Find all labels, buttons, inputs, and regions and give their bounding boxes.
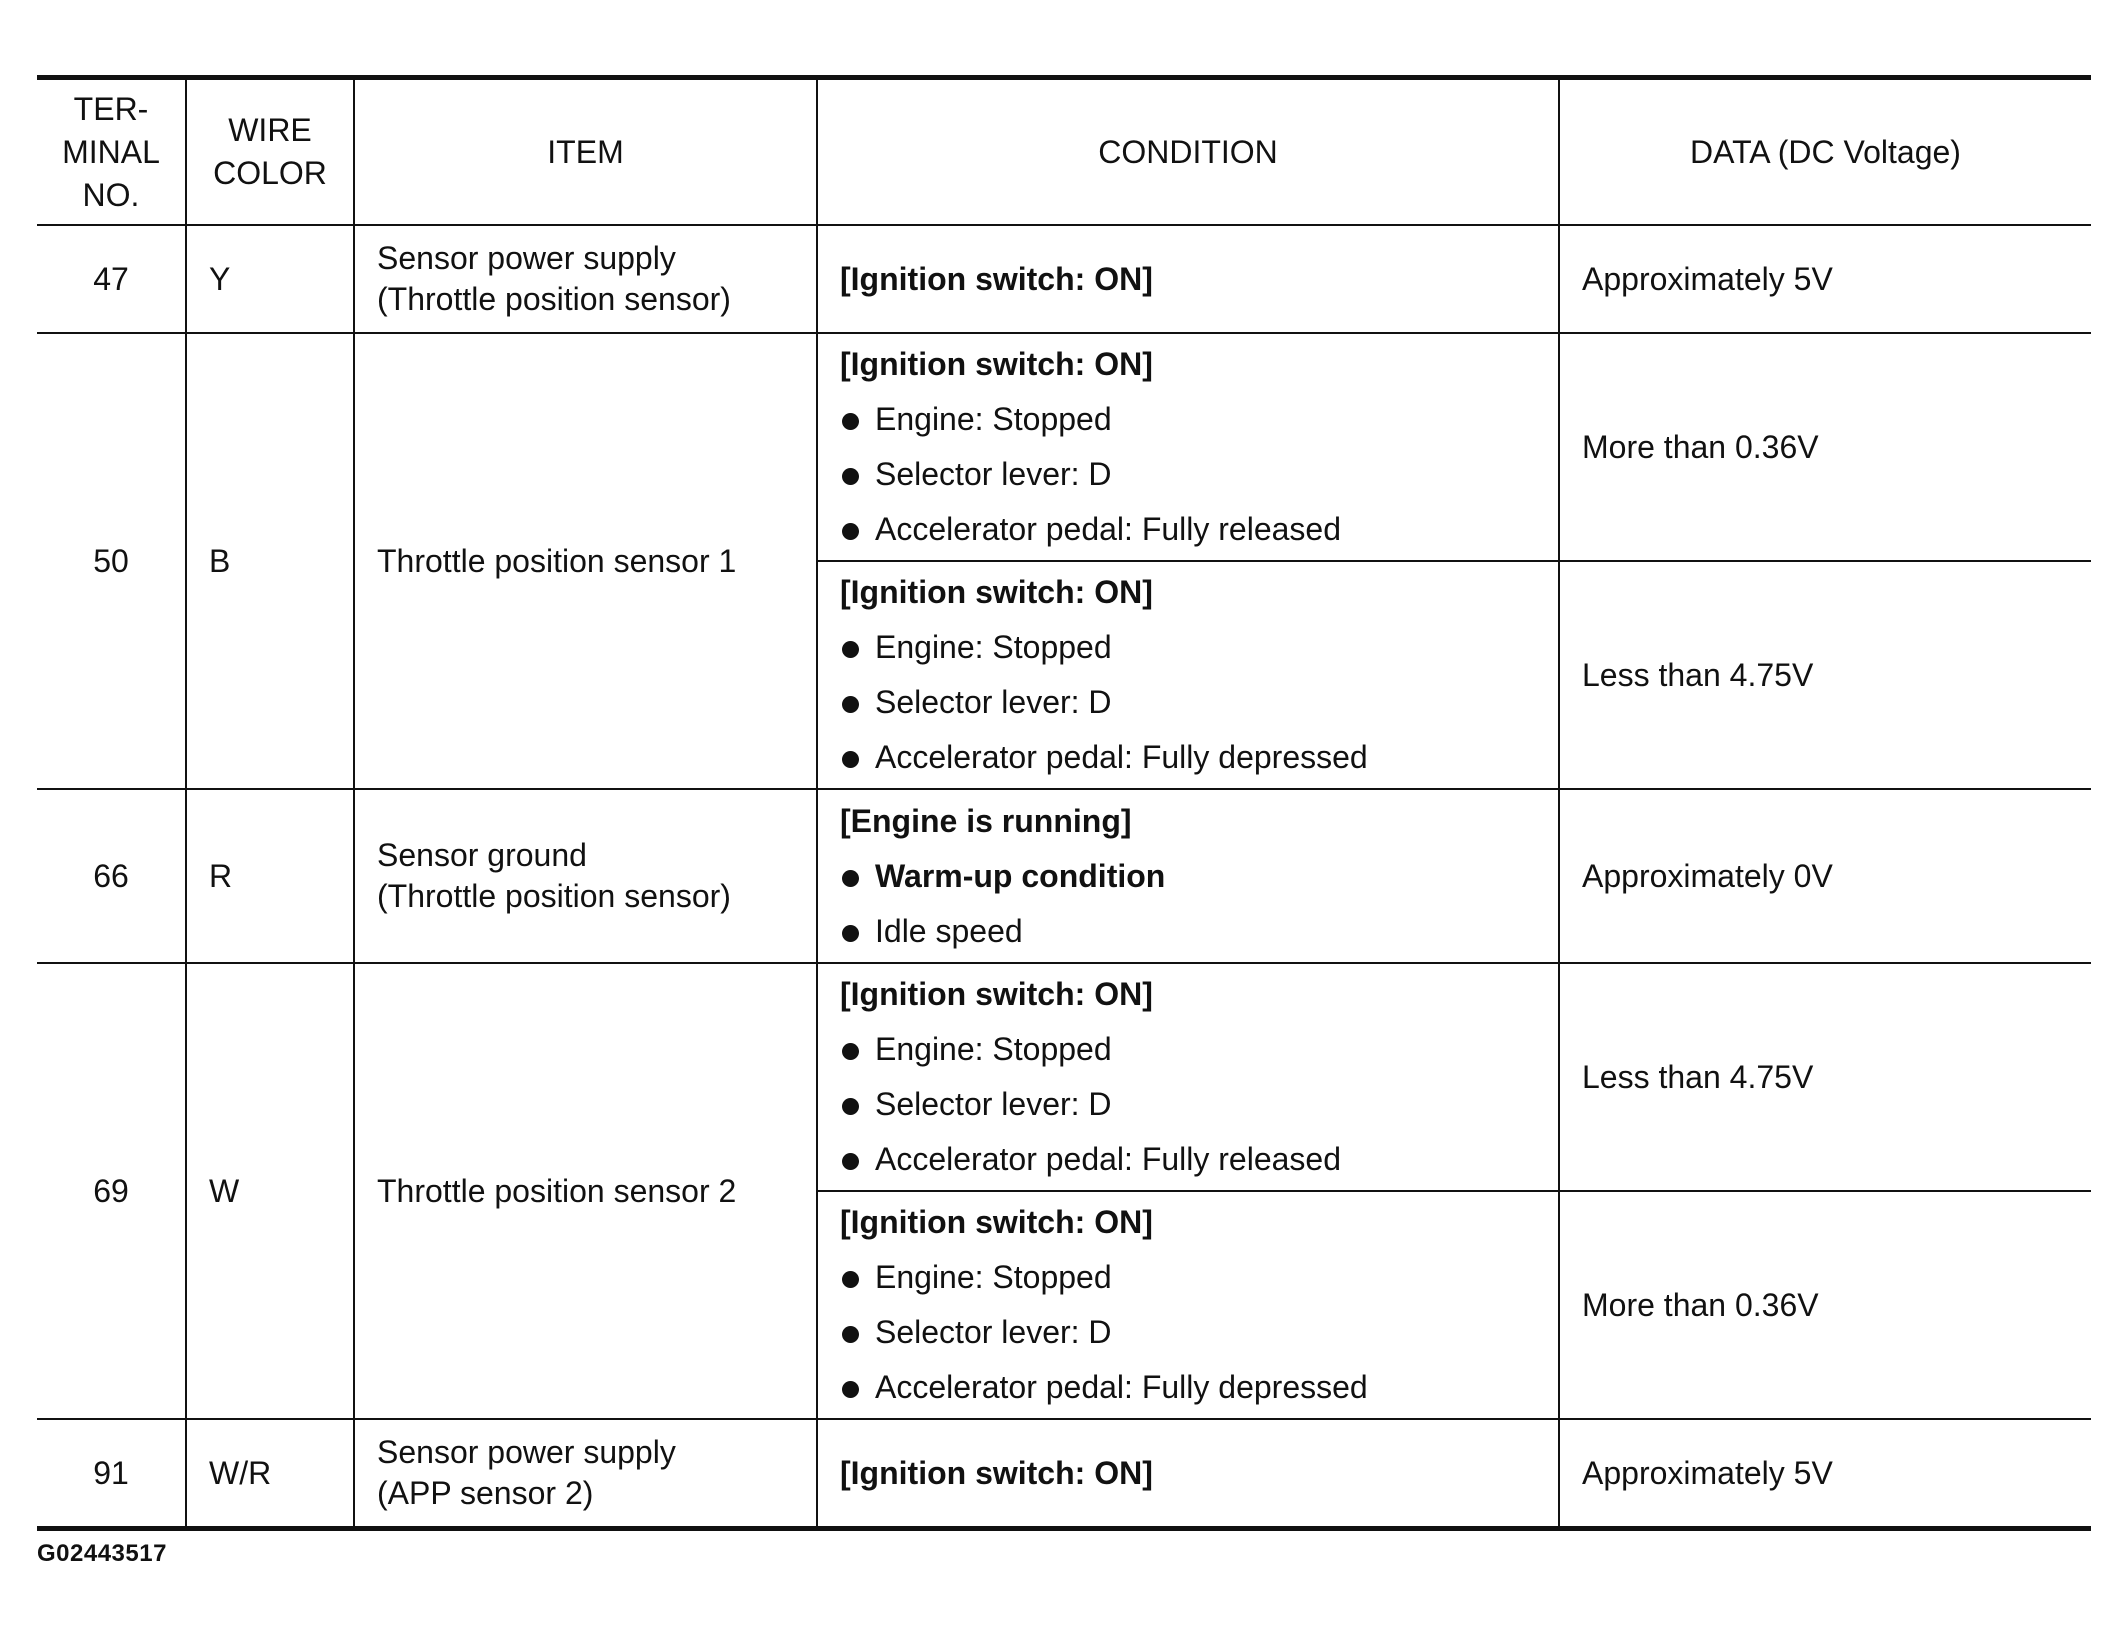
header-item: ITEM xyxy=(354,78,817,226)
condition-cell xyxy=(817,789,1559,963)
table-row xyxy=(37,789,2091,963)
terminal-no: 91 xyxy=(37,1419,186,1529)
condition-header: [Ignition switch: ON] xyxy=(840,346,1153,382)
table-row xyxy=(37,225,2091,333)
condition-bullet: Selector lever: D xyxy=(840,1312,1536,1353)
condition-cell xyxy=(817,963,1559,1191)
wire-color: W xyxy=(186,963,354,1419)
data-value: More than 0.36V xyxy=(1559,333,2091,561)
condition-bullet: Engine: Stopped xyxy=(840,1029,1536,1070)
wire-color: B xyxy=(186,333,354,789)
condition-bullet: Selector lever: D xyxy=(840,682,1536,723)
header-wire-label: WIRE COLOR xyxy=(213,112,327,191)
data-value: Approximately 5V xyxy=(1559,1419,2091,1529)
terminal-data-table xyxy=(37,75,2091,1531)
item-name: Sensor ground (Throttle position sensor) xyxy=(354,789,817,963)
terminal-no: 69 xyxy=(37,963,186,1419)
wire-color: Y xyxy=(186,225,354,333)
table-row xyxy=(37,333,2091,561)
item-name: Sensor power supply (Throttle position sensor) xyxy=(354,225,817,333)
data-value: Less than 4.75V xyxy=(1559,963,2091,1191)
terminal-data-document xyxy=(37,75,2091,1531)
figure-code: G02443517 xyxy=(37,1540,167,1567)
condition-bullet: Selector lever: D xyxy=(840,1084,1536,1125)
condition-bullet: Accelerator pedal: Fully released xyxy=(840,1139,1536,1180)
condition-cell xyxy=(817,561,1559,789)
condition-header: [Ignition switch: ON] xyxy=(840,1454,1153,1491)
condition-bullet: Warm-up condition xyxy=(840,856,1536,897)
header-terminal-label: TER- MINAL NO. xyxy=(62,90,160,213)
condition-bullet: Idle speed xyxy=(840,911,1536,952)
condition-bullet: Engine: Stopped xyxy=(840,627,1536,668)
data-value: More than 0.36V xyxy=(1559,1191,2091,1419)
header-data: DATA (DC Voltage) xyxy=(1559,78,2091,226)
condition-header: [Ignition switch: ON] xyxy=(840,976,1153,1012)
condition-bullet: Selector lever: D xyxy=(840,454,1536,495)
data-value: Approximately 5V xyxy=(1559,225,2091,333)
item-name: Sensor power supply (APP sensor 2) xyxy=(354,1419,817,1529)
wire-color: W/R xyxy=(186,1419,354,1529)
table-row xyxy=(37,1419,2091,1529)
condition-cell xyxy=(817,333,1559,561)
condition-cell xyxy=(817,225,1559,333)
condition-bullet: Accelerator pedal: Fully depressed xyxy=(840,1367,1536,1408)
condition-cell xyxy=(817,1191,1559,1419)
terminal-no: 50 xyxy=(37,333,186,789)
condition-header: [Ignition switch: ON] xyxy=(840,1204,1153,1240)
data-value: Approximately 0V xyxy=(1559,789,2091,963)
condition-cell xyxy=(817,1419,1559,1529)
condition-header: [Ignition switch: ON] xyxy=(840,574,1153,610)
condition-bullet: Engine: Stopped xyxy=(840,1257,1536,1298)
item-name: Throttle position sensor 2 xyxy=(354,963,817,1419)
data-value: Less than 4.75V xyxy=(1559,561,2091,789)
condition-header: [Ignition switch: ON] xyxy=(840,260,1153,297)
condition-bullet: Accelerator pedal: Fully depressed xyxy=(840,737,1536,778)
header-wire-color xyxy=(186,78,354,226)
header-condition: CONDITION xyxy=(817,78,1559,226)
condition-header: [Engine is running] xyxy=(840,802,1132,839)
wire-color: R xyxy=(186,789,354,963)
table-header-row xyxy=(37,78,2091,226)
header-terminal-no xyxy=(37,78,186,226)
item-name: Throttle position sensor 1 xyxy=(354,333,817,789)
table-row xyxy=(37,963,2091,1191)
condition-bullet: Engine: Stopped xyxy=(840,399,1536,440)
terminal-no: 66 xyxy=(37,789,186,963)
terminal-no: 47 xyxy=(37,225,186,333)
condition-bullet: Accelerator pedal: Fully released xyxy=(840,509,1536,550)
